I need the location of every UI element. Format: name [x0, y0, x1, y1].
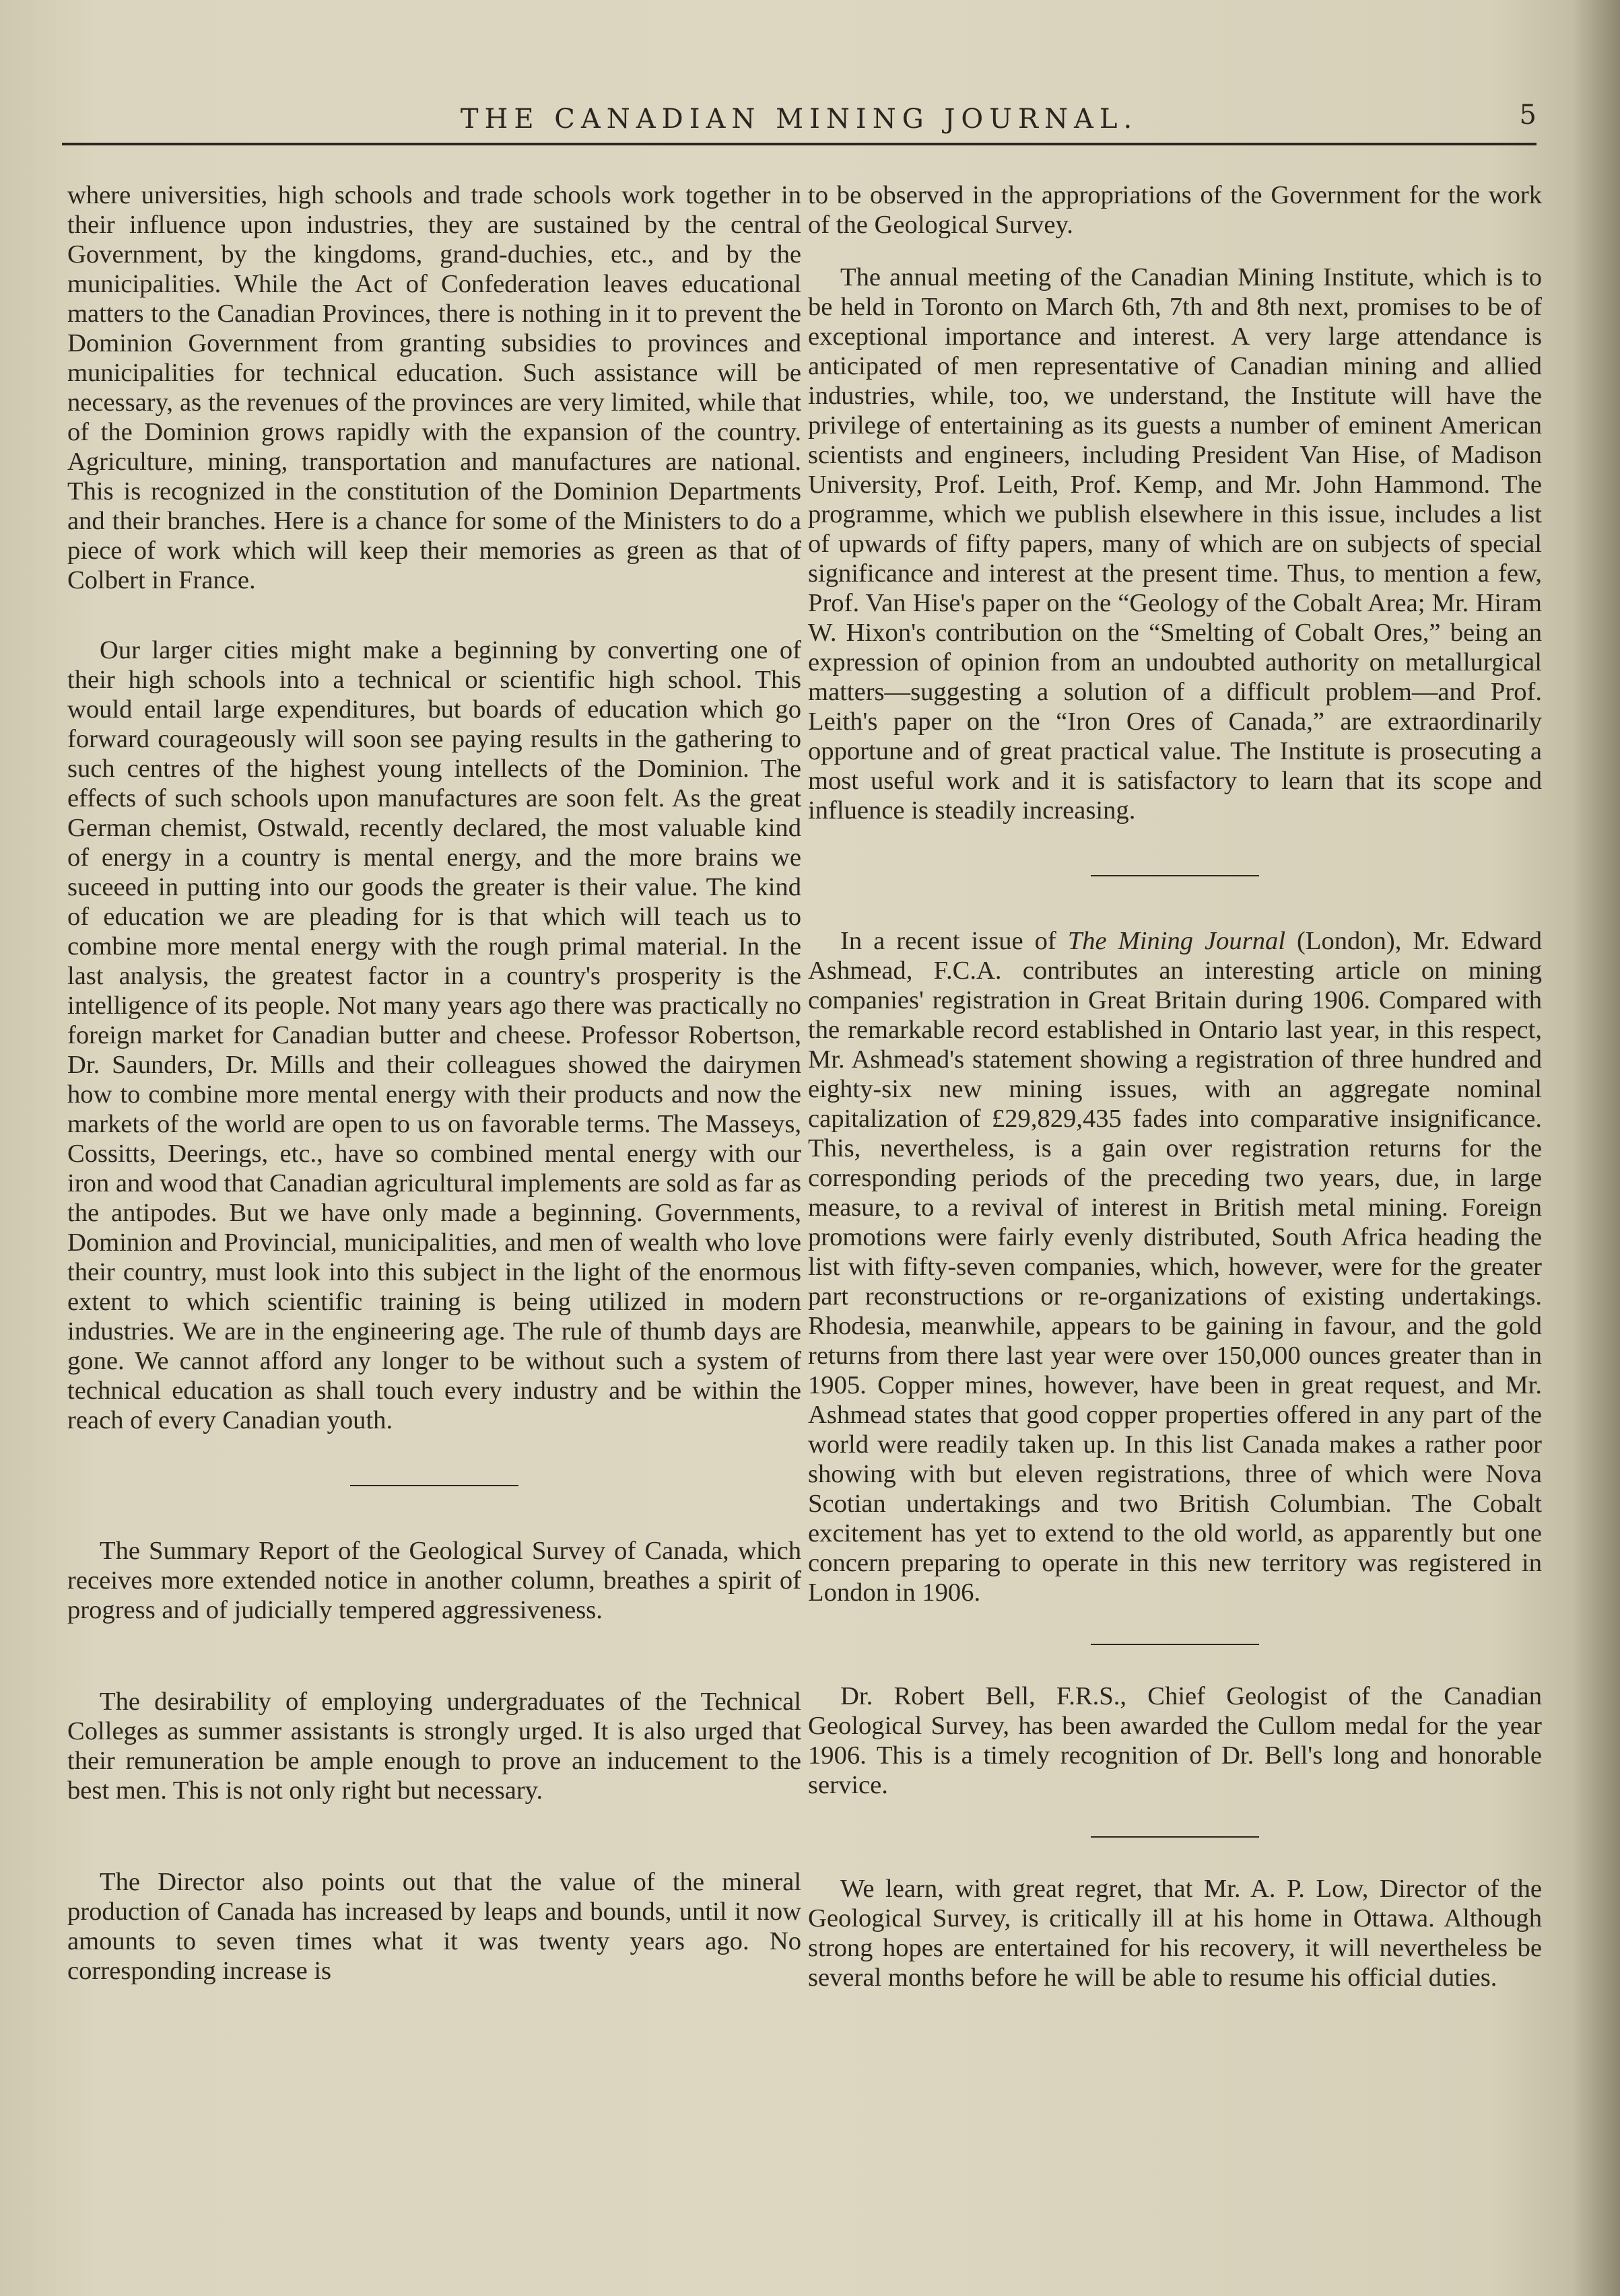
page-number: 5: [1519, 100, 1537, 131]
left-column: [67, 180, 801, 1986]
paragraph-low-illness: We learn, with great regret, that Mr. A. P. Low, Director of the Geological Survey, is critically ill at his home in Ottawa. Although strong hopes are entertained for his recovery, it will nevertheless be several months before he will be able to resume his official duties.: [808, 1875, 1542, 1992]
paragraph-appropriations-continued: to be observed in the appropriations of the Government for the work of the Geological Survey.: [808, 181, 1542, 239]
section-divider: [808, 1607, 1542, 1681]
publication-title: The Mining Journal: [1067, 927, 1286, 955]
paragraph-undergraduates: The desirability of employing undergraduates of the Technical Colleges as summer assistants is strongly urged. It is also urged that their remuneration be ample enough to prove an inducement to the best men. This is not only right but necessary.: [67, 1688, 801, 1805]
paragraph-mining-institute-meeting: The annual meeting of the Canadian Mining Institute, which is to be held in Toronto on March 6th, 7th and 8th next, promises to be of exceptional importance and interest. A very large attendance is anticipated of men representative of Canadian mining and allied industries, while, too, we understand, the Institute will have the privilege of entertaining as its guests a number of eminent American scientists and engineers, including President Van Hise, of Madison University, Prof. Leith, Prof. Kemp, and Mr. John Hammond. The programme, which we publish elsewhere in this issue, includes a list of upwards of fifty papers, many of which are on subjects of special significance and interest at the present time. Thus, to mention a few, Prof. Van Hise's paper on the “Geology of the Cobalt Area; Mr. Hiram W. Hixon's contribution on the “Smelting of Cobalt Ores,” being an expression of opinion from an undoubted authority on metallurgical matters—suggesting a solution of a difficult problem—and Prof. Leith's paper on the “Iron Ores of Canada,” are extraordinarily opportune and of great practical value. The Institute is prosecuting a most useful work and it is satisfactory to learn that its scope and influence is steadily increasing.: [808, 263, 1542, 825]
section-divider: [808, 825, 1542, 926]
paragraph-technical-education-subsidies: where universities, high schools and trade schools work together in their influence upon industries, they are sustained by the central Government, by the kingdoms, grand-duchies, etc., and by the municipalities. While the Act of Confederation leaves educational matters to the Canadian Provinces, there is nothing in it to prevent the Dominion Government from granting subsidies to provinces and municipalities for technical education. Such assistance will be necessary, as the revenues of the provinces are very limited, while that of the Dominion grows rapidly with the expansion of the country. Agriculture, mining, transportation and manufactures are national. This is recognized in the constitution of the Dominion Departments and their branches. Here is a chance for some of the Ministers to do a piece of work which will keep their memories as green as that of Colbert in France.: [67, 181, 801, 594]
paragraph-ashmead-registration: [808, 926, 1542, 1607]
journal-title: THE CANADIAN MINING JOURNAL.: [460, 104, 1139, 135]
paragraph-cullom-medal: Dr. Robert Bell, F.R.S., Chief Geologist of the Canadian Geological Survey, has been awarded the Cullom medal for the year 1906. This is a timely recognition of Dr. Bell's long and honorable service.: [808, 1682, 1542, 1799]
paragraph-body-text: (London), Mr. Edward Ashmead, F.C.A. contributes an interesting article on mining companies' registration in Great Britain during 1906. Compared with the remarkable record established in Ontario last year, in this respect, Mr. Ashmead's statement showing a registration of three hundred and eighty-six new mining issues, with an aggregate nominal capitalization of £29,829,435 fades into comparative insignificance. This, nevertheless, is a gain over registration returns for the corresponding periods of the preceding two years, due, in large measure, to a revival of interest in British metal mining. Foreign promotions were fairly evenly distributed, South Africa heading the list with fifty-seven companies, which, however, were for the greater part reconstructions or re-organizations of existing undertakings. Rhodesia, meanwhile, appears to be gaining in favour, and the gold returns from there last year were over 150,000 ounces greater than in 1905. Copper mines, however, have been in great request, and Mr. Ashmead states that good copper properties offered in any part of the world were readily taken up. In this list Canada makes a rather poor showing with but eleven registrations, three of which were Nova Scotian undertakings and two British Columbian. The Cobalt excitement has yet to extend to the old world, as apparently but one concern preparing to operate in this new territory was registered in London in 1906.: [808, 927, 1543, 1607]
section-divider: [808, 1800, 1542, 1874]
section-divider: [67, 1435, 801, 1536]
paragraph-summary-report: The Summary Report of the Geological Survey of Canada, which receives more extended notice in another column, breathes a spirit of progress and of judicially tempered aggressiveness.: [67, 1537, 801, 1624]
page-header: [62, 100, 1537, 145]
paragraph-lead-text: In a recent issue of: [840, 927, 1068, 955]
paragraph-mineral-production: The Director also points out that the value of the mineral production of Canada has increased by leaps and bounds, until it now amounts to seven times what it was twenty years ago. No corresponding increase is: [67, 1868, 801, 1985]
right-column: [808, 180, 1542, 1992]
paragraph-technical-high-schools: Our larger cities might make a beginning by converting one of their high schools into a technical or scientific high school. This would entail large expenditures, but boards of education which go forward courageously will soon see paying results in the gathering to such centres of the highest young intellects of the Dominion. The effects of such schools upon manufactures are soon felt. As the great German chemist, Ostwald, recently declared, the most valuable kind of energy in a country is mental energy, and the more brains we suceeed in putting into our goods the greater is their value. The kind of education we are pleading for is that which will teach us to combine more mental energy with the rough primal material. In the last analysis, the greatest factor in a country's prosperity is the intelligence of its people. Not many years ago there was practically no foreign market for Canadian butter and cheese. Professor Robertson, Dr. Saunders, Dr. Mills and their colleagues showed the dairymen how to combine more mental energy with their products and now the markets of the world are open to us on favorable terms. The Masseys, Cossitts, Deerings, etc., have so combined mental energy with our iron and wood that Canadian agricultural implements are sold as far as the antipodes. But we have only made a beginning. Governments, Dominion and Provincial, municipalities, and men of wealth who love their country, must look into this subject in the light of the enormous extent to which scientific training is being utilized in modern industries. We are in the engineering age. The rule of thumb days are gone. We cannot afford any longer to be without such a system of technical education as shall touch every industry and be within the reach of every Canadian youth.: [67, 636, 801, 1434]
